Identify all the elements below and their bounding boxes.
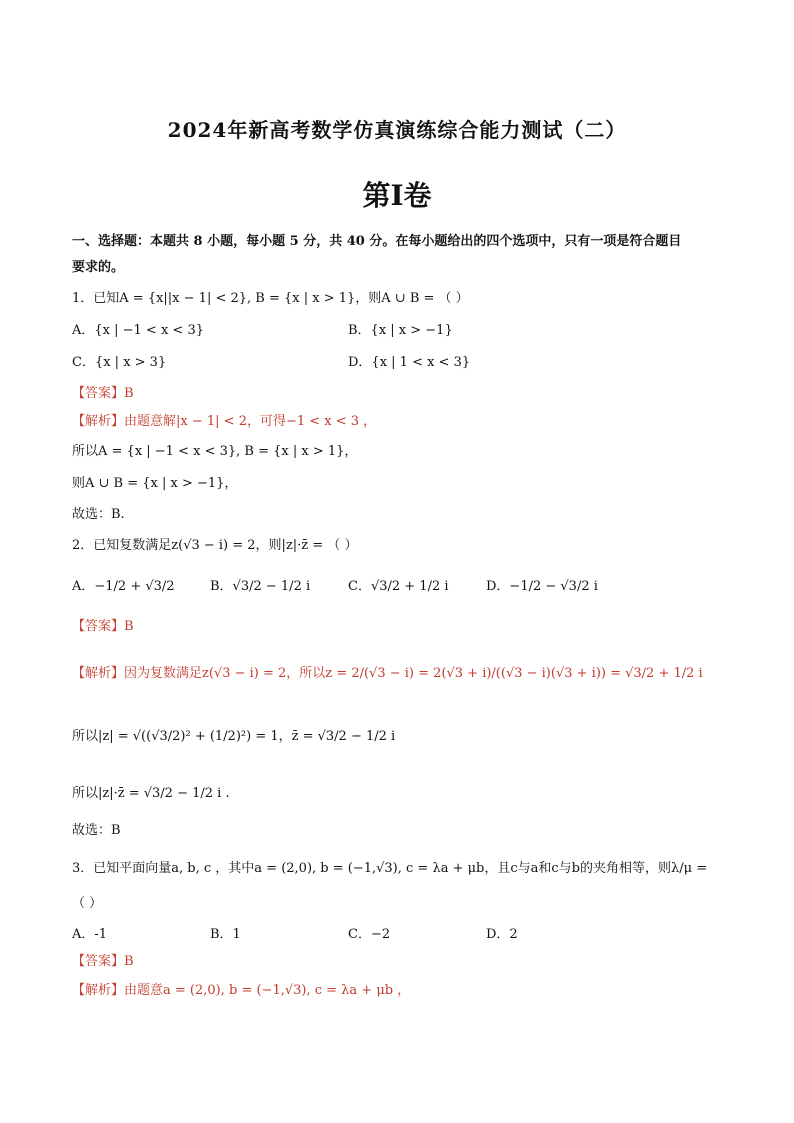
q1-option-b: B．{x | x > −1} [348, 323, 453, 338]
q3-answer-tag: 【答案】 [72, 954, 125, 969]
q3-option-c: C．−2 [348, 927, 391, 942]
q2-analysis-row [72, 665, 703, 683]
q1-answer: B [124, 386, 134, 401]
q1-conclusion: 故选：B. [72, 507, 125, 522]
q1-analysis-2: 所以A = {x | −1 < x < 3}, B = {x | x > 1}， [72, 444, 358, 459]
q2-stem: 2．已知复数满足z(√3 − i) = 2，则|z|·z̄ = （ ） [72, 538, 358, 553]
q3-answer-row [72, 953, 134, 971]
q1-answer-row [72, 385, 134, 403]
volume-heading: 第I卷 [362, 179, 432, 212]
q1-analysis-row [72, 413, 376, 431]
q3-option-d: D．2 [486, 927, 518, 942]
q1-answer-tag: 【答案】 [72, 386, 125, 401]
q2-conclusion: 故选：B [72, 823, 121, 838]
q2-analysis-tag: 【解析】 [72, 666, 125, 681]
q2-analysis-1: 因为复数满足z(√3 − i) = 2，所以z = 2/(√3 − i) = 2(√3 + i)/((√3 − i)(√3 + i)) = √3/2 + 1/2 i [124, 666, 703, 681]
q2-option-a: A．−1/2 + √3/2 [72, 579, 175, 594]
q3-answer: B [124, 954, 134, 969]
exam-title: 2024年新高考数学仿真演练综合能力测试（二） [167, 118, 627, 142]
q3-stem: 3．已知平面向量a, b, c ，其中a = (2,0), b = (−1,√3), c = λa + μb，且c与a和c与b的夹角相等，则λ/μ = [72, 861, 708, 876]
q2-analysis-3: 所以|z|·z̄ = √3/2 − 1/2 i . [72, 786, 230, 801]
q1-option-c: C．{x | x > 3} [72, 355, 167, 370]
q1-option-d: D．{x | 1 < x < 3} [348, 355, 471, 370]
q1-analysis-tag: 【解析】 [72, 414, 125, 429]
q2-option-d: D．−1/2 − √3/2 i [486, 579, 598, 594]
section-instruction-line-2: 要求的。 [72, 260, 125, 275]
q3-analysis-tag: 【解析】 [72, 983, 125, 998]
q2-option-c: C．√3/2 + 1/2 i [348, 579, 449, 594]
q3-analysis-1: 由题意a = (2,0), b = (−1,√3), c = λa + μb ， [124, 983, 411, 998]
q2-option-b: B．√3/2 − 1/2 i [210, 579, 311, 594]
q1-option-a: A．{x | −1 < x < 3} [72, 323, 204, 338]
q3-option-a: A．-1 [72, 927, 108, 942]
q3-option-b: B．1 [210, 927, 241, 942]
q3-analysis-row [72, 982, 410, 1000]
q2-answer-tag: 【答案】 [72, 619, 125, 634]
q1-analysis-1: 由题意解|x − 1| < 2，可得−1 < x < 3 ， [124, 414, 377, 429]
q1-stem: 1．已知A = {x||x − 1| < 2}, B = {x | x > 1}，则A ∪ B = （ ） [72, 291, 469, 306]
q2-answer-row [72, 618, 134, 636]
q2-analysis-2: 所以|z| = √((√3/2)² + (1/2)²) = 1，z̄ = √3/2 − 1/2 i [72, 729, 396, 744]
q1-analysis-3: 则A ∪ B = {x | x > −1}， [72, 476, 238, 491]
section-instruction-line-1: 一、选择题：本题共 8 小题，每小题 5 分，共 40 分。在每小题给出的四个选项中，只有一项是符合题目 [72, 234, 682, 249]
q2-answer: B [124, 619, 134, 634]
q3-paren: （ ） [72, 896, 103, 911]
